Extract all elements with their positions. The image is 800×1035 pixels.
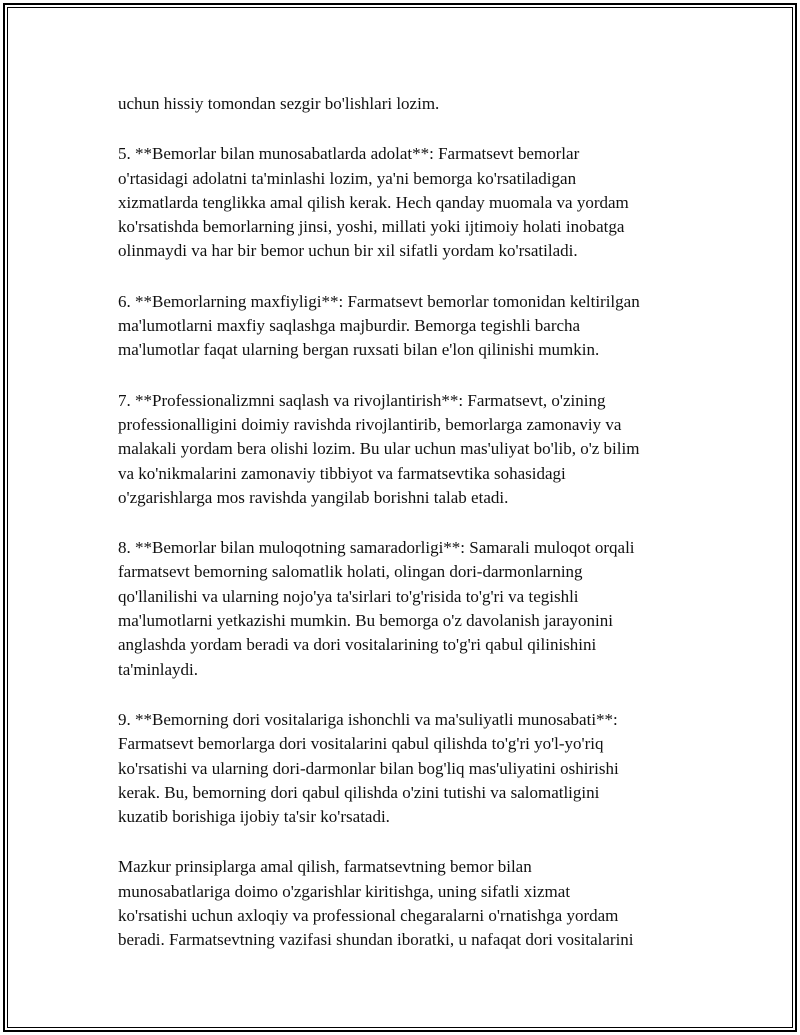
- paragraph-item-5: [118, 142, 698, 263]
- text-line: Farmatsevt bemorlarga dori vositalarini qabul qilishda to'g'ri yo'l-yo'riq: [118, 734, 604, 754]
- text-line: ko'rsatishda bemorlarning jinsi, yoshi, millati yoki ijtimoiy holati inobatga: [118, 217, 625, 237]
- paragraph-item-9: [118, 708, 698, 829]
- text-line: xizmatlarda tenglikka amal qilish kerak. Hech qanday muomala va yordam: [118, 192, 629, 212]
- text-line: ko'rsatishi uchun axloqiy va professional chegaralarni o'rnatishga yordam: [118, 906, 619, 926]
- paragraph-intro-continuation: [118, 92, 698, 116]
- paragraph-item-7: [118, 389, 698, 510]
- text-line: o'zgarishlarga mos ravishda yangilab borishni talab etadi.: [118, 487, 509, 507]
- text-line: ma'lumotlar faqat ularning bergan ruxsati bilan e'lon qilinishi mumkin.: [118, 340, 600, 360]
- text-line: ma'lumotlarni maxfiy saqlashga majburdir. Bemorga tegishli barcha: [118, 316, 581, 336]
- text-line: va ko'nikmalarini zamonaviy tibbiyot va farmatsevtika sohasidagi: [118, 463, 566, 483]
- text-line: 6. **Bemorlarning maxfiyligi**: Farmatsevt bemorlar tomonidan keltirilgan: [118, 291, 640, 311]
- text-line: 9. **Bemorning dori vositalariga ishonchli va ma'suliyatli munosabati**:: [118, 709, 618, 729]
- text-line: qo'llanilishi va ularning nojo'ya ta'sirlari to'g'risida to'g'ri va tegishli: [118, 586, 579, 606]
- text-line: olinmaydi va har bir bemor uchun bir xil sifatli yordam ko'rsatiladi.: [118, 241, 578, 261]
- text-line: munosabatlariga doimo o'zgarishlar kiritishga, uning sifatli xizmat: [118, 881, 571, 901]
- text-line: Mazkur prinsiplarga amal qilish, farmatsevtning bemor bilan: [118, 857, 532, 877]
- text-line: anglashda yordam beradi va dori vositalarining to'g'ri qabul qilinishini: [118, 635, 597, 655]
- paragraph-item-6: [118, 290, 698, 363]
- text-line: 5. **Bemorlar bilan munosabatlarda adolat**: Farmatsevt bemorlar: [118, 144, 580, 164]
- text-line: ta'minlaydi.: [118, 659, 199, 679]
- paragraph-item-8: [118, 536, 698, 682]
- text-line: kerak. Bu, bemorning dori qabul qilishda o'zini tutishi va salomatligini: [118, 782, 600, 802]
- text-line: malakali yordam bera olishi lozim. Bu ular uchun mas'uliyat bo'lib, o'z bilim: [118, 439, 640, 459]
- document-body: [118, 92, 698, 979]
- text-line: beradi. Farmatsevtning vazifasi shundan iboratki, u nafaqat dori vositalarini: [118, 930, 634, 950]
- text-line: 8. **Bemorlar bilan muloqotning samaradorligi**: Samarali muloqot orqali: [118, 538, 635, 558]
- paragraph-conclusion: [118, 855, 698, 952]
- text-line: ko'rsatishi va ularning dori-darmonlar bilan bog'liq mas'uliyatini oshirishi: [118, 758, 619, 778]
- text-line: professionalligini doimiy ravishda rivojlantirib, bemorlarga zamonaviy va: [118, 414, 622, 434]
- text-line: 7. **Professionalizmni saqlash va rivojlantirish**: Farmatsevt, o'zining: [118, 390, 606, 410]
- text-line: kuzatib borishiga ijobiy ta'sir ko'rsatadi.: [118, 807, 390, 827]
- text-line: ma'lumotlarni yetkazishi mumkin. Bu bemorga o'z davolanish jarayonini: [118, 611, 613, 631]
- text-line: farmatsevt bemorning salomatlik holati, olingan dori-darmonlarning: [118, 562, 583, 582]
- text-line: o'rtasidagi adolatni ta'minlashi lozim, ya'ni bemorga ko'rsatiladigan: [118, 168, 577, 188]
- text-line: uchun hissiy tomondan sezgir bo'lishlari lozim.: [118, 94, 440, 113]
